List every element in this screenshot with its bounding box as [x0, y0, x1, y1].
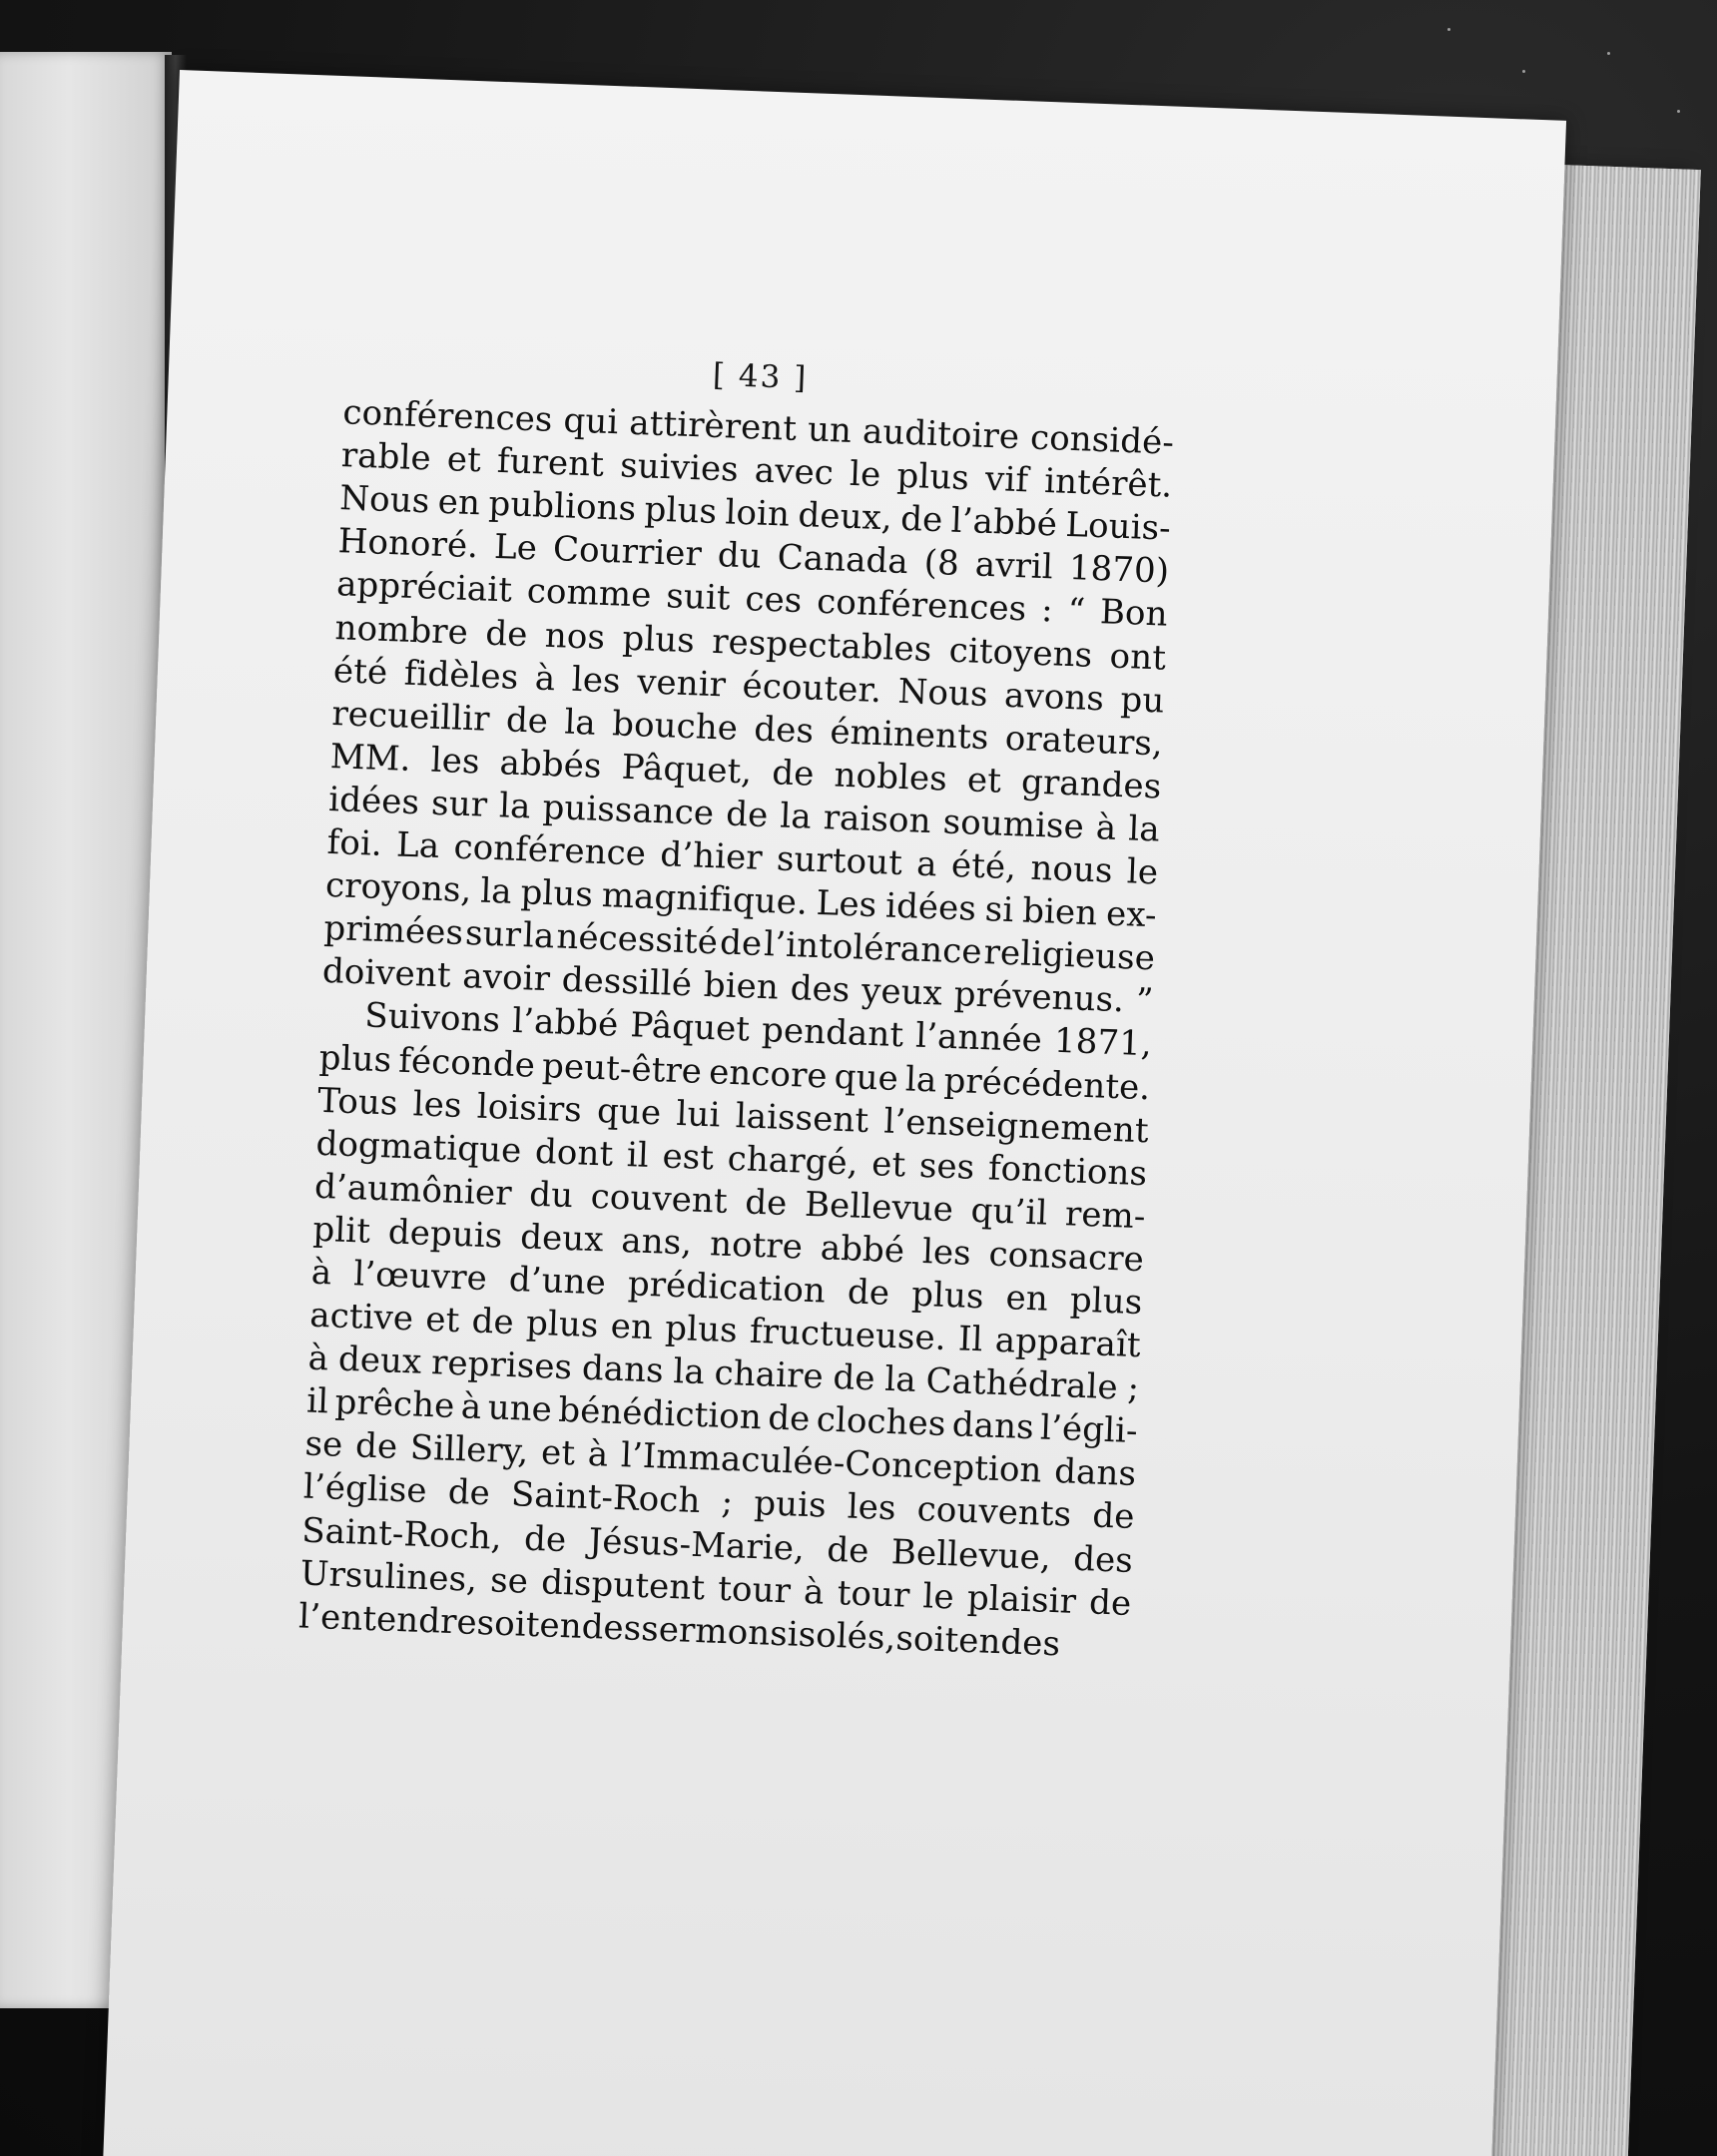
text-word: l’abbé: [950, 500, 1058, 545]
text-word: Canada: [777, 537, 909, 583]
text-word: de: [744, 1182, 789, 1224]
text-word: que: [834, 1056, 899, 1099]
text-word: l’entendre: [297, 1596, 478, 1643]
text-word: les: [571, 659, 622, 702]
text-word: d’aumônier: [313, 1166, 513, 1214]
text-word: conférence: [452, 826, 647, 874]
text-word: si: [984, 889, 1015, 931]
text-word: plus: [519, 872, 594, 915]
text-word: avons: [1003, 675, 1105, 719]
text-word: nous: [1029, 847, 1114, 891]
text-word: du: [717, 535, 763, 578]
text-word: l’œuvre: [352, 1254, 488, 1300]
text-word: de: [826, 1529, 870, 1571]
text-word: à: [534, 658, 557, 699]
text-word: à: [460, 1386, 482, 1428]
text-word: les: [430, 740, 481, 783]
text-word: lui: [675, 1093, 722, 1136]
dust-speck: [1447, 28, 1450, 31]
text-word: dans: [1053, 1451, 1137, 1495]
text-word: de: [1088, 1582, 1132, 1624]
text-word: plus: [910, 1274, 985, 1318]
text-word: plus: [895, 455, 970, 499]
text-word: MM.: [329, 736, 412, 780]
text-word: Honoré.: [337, 521, 479, 567]
text-word: de: [484, 613, 529, 655]
text-word: grandes: [1020, 762, 1163, 808]
text-word: rem-: [1064, 1194, 1147, 1237]
text-word: dogmatique: [314, 1123, 523, 1171]
text-word: ex-: [1105, 893, 1158, 936]
text-word: des: [789, 968, 852, 1011]
text-word: auditoire: [861, 411, 1020, 458]
text-word: de: [725, 794, 770, 836]
text-word: bénédiction: [557, 1390, 763, 1438]
text-word: magnifique.: [601, 875, 809, 923]
text-word: la: [522, 915, 556, 957]
text-word: intérêt.: [1043, 461, 1174, 506]
text-word: considé-: [1029, 417, 1175, 463]
text-word: couvents: [916, 1489, 1072, 1536]
text-word: prévenus.: [953, 974, 1125, 1021]
text-word: venir: [636, 661, 727, 706]
text-word: Saint-Roch: [510, 1474, 702, 1522]
text-word: plit: [311, 1209, 371, 1252]
text-word: fructueuse.: [749, 1311, 947, 1359]
text-word: Les: [816, 883, 877, 926]
text-word: cloches: [816, 1399, 947, 1445]
text-word: nombre: [333, 607, 469, 653]
text-word: se: [489, 1560, 529, 1602]
text-word: nobles: [833, 755, 948, 800]
text-word: soit: [475, 1602, 541, 1645]
text-word: 1871,: [1053, 1021, 1153, 1065]
text-word: de: [447, 1472, 491, 1514]
text-word: nécessité: [555, 916, 719, 963]
text-word: sur: [430, 783, 488, 825]
text-word: ont: [1108, 636, 1167, 679]
text-word: sur: [464, 913, 522, 956]
text-word: tour: [717, 1568, 792, 1612]
text-word: qu’il: [969, 1190, 1049, 1234]
text-word: la: [563, 702, 597, 744]
text-word: appréciait: [335, 564, 513, 612]
text-word: doivent: [321, 951, 452, 996]
text-word: plus: [525, 1303, 600, 1347]
text-word: deux: [337, 1339, 423, 1382]
text-word: Nous: [338, 478, 431, 522]
text-word: l’abbé: [511, 1001, 620, 1046]
text-word: puissance: [541, 787, 715, 834]
text-word: l’Immaculée-Conception: [620, 1435, 1043, 1491]
text-word: couvent: [590, 1176, 729, 1222]
text-word: et: [966, 760, 1002, 802]
text-word: l’enseignement: [882, 1101, 1150, 1151]
text-word: deux,: [797, 495, 893, 539]
text-word: rable: [340, 435, 432, 479]
text-word: depuis: [387, 1212, 504, 1257]
text-word: avec: [754, 450, 835, 494]
text-word: en: [1004, 1278, 1049, 1320]
text-word: Pâquet: [629, 1005, 751, 1050]
text-word: soit: [894, 1618, 960, 1661]
text-word: religieuse: [982, 932, 1156, 979]
text-word: plus: [621, 618, 696, 661]
text-word: ”: [1135, 981, 1155, 1022]
text-word: fidèles: [403, 653, 520, 698]
text-word: La: [395, 824, 440, 867]
text-word: Saint-Roch,: [300, 1510, 503, 1558]
text-word: idées: [327, 779, 420, 823]
page-text-block: [298, 340, 1177, 1668]
text-word: Sillery,: [409, 1427, 530, 1473]
text-word: est: [661, 1136, 715, 1179]
text-word: orateurs,: [1004, 718, 1164, 765]
text-word: la: [1127, 808, 1161, 850]
text-word: sermons: [640, 1608, 789, 1655]
dust-speck: [1607, 52, 1610, 55]
text-word: active: [308, 1295, 414, 1340]
page-number: [ 43 ]: [712, 356, 809, 397]
text-word: les: [412, 1083, 463, 1126]
text-word: d’hier: [659, 834, 764, 878]
right-page: [101, 70, 1566, 2156]
text-word: des: [581, 1606, 643, 1649]
text-word: de: [470, 1301, 515, 1344]
text-word: deux: [519, 1217, 605, 1261]
text-word: Louis-: [1064, 505, 1172, 549]
text-word: Bellevue,: [890, 1531, 1052, 1578]
text-word: et: [870, 1143, 907, 1186]
text-word: de: [767, 1397, 812, 1440]
text-word: notre: [709, 1224, 804, 1268]
text-word: Bon: [1099, 592, 1169, 636]
text-word: isolés,: [787, 1614, 897, 1659]
text-word: :: [1040, 590, 1054, 631]
text-word: chaire: [713, 1352, 825, 1397]
text-word: et: [424, 1299, 461, 1342]
text-word: éminents: [829, 712, 990, 758]
text-word: avoir: [461, 956, 551, 1000]
text-word: l’année: [914, 1016, 1043, 1061]
text-word: il: [626, 1134, 650, 1176]
text-word: de: [847, 1272, 890, 1314]
text-word: une: [486, 1387, 553, 1430]
text-word: plus: [643, 489, 718, 533]
text-word: la: [779, 796, 813, 837]
text-word: soumise: [941, 802, 1085, 847]
text-word: abbés: [498, 743, 603, 787]
text-word: raison: [823, 798, 932, 842]
text-word: avril: [974, 544, 1054, 588]
text-word: suivies: [619, 445, 740, 490]
text-word: la: [498, 786, 532, 827]
text-word: l’intolérance: [763, 924, 983, 973]
text-word: furent: [496, 441, 605, 486]
text-word: des: [999, 1621, 1061, 1665]
text-word: les: [921, 1231, 972, 1274]
text-word: de: [719, 922, 763, 965]
text-word: en: [610, 1306, 654, 1348]
text-word: pendant: [761, 1010, 904, 1056]
text-word: en: [957, 1620, 1002, 1662]
text-word: plaisir: [966, 1577, 1077, 1622]
text-word: suit: [665, 576, 732, 620]
text-word: apparaît: [994, 1320, 1142, 1366]
text-word: de: [771, 753, 816, 795]
text-word: la: [883, 1358, 917, 1401]
text-word: Ursulines,: [299, 1553, 478, 1600]
text-word: ;: [720, 1482, 734, 1523]
text-word: bouche: [611, 704, 739, 749]
text-word: Pâquet,: [620, 747, 753, 793]
text-word: que: [596, 1090, 662, 1133]
text-word: de: [1091, 1495, 1136, 1538]
text-word: citoyens: [948, 630, 1093, 676]
text-word: respectables: [711, 621, 933, 670]
text-word: fonctions: [987, 1148, 1148, 1194]
text-word: reprises: [430, 1343, 573, 1388]
text-word: abbé: [820, 1228, 905, 1272]
text-word: loisirs: [476, 1086, 583, 1131]
text-word: plus: [664, 1308, 739, 1351]
text-word: bien: [1021, 890, 1098, 934]
text-word: qui: [562, 400, 620, 443]
text-word: conférences: [816, 582, 1027, 630]
text-word: plus: [318, 1037, 392, 1080]
text-word: des: [1072, 1538, 1134, 1581]
text-word: à: [803, 1571, 826, 1613]
text-word: a: [915, 843, 938, 885]
text-word: bien: [703, 965, 780, 1008]
text-word: précédente.: [942, 1060, 1151, 1108]
dust-speck: [1522, 70, 1525, 73]
text-word: Jésus-Marie,: [588, 1520, 806, 1569]
text-word: Tous: [316, 1080, 399, 1124]
text-word: et: [540, 1432, 576, 1474]
text-word: (8: [923, 543, 960, 585]
text-word: de: [354, 1425, 398, 1468]
text-word: yeux: [860, 970, 943, 1014]
text-word: d’une: [508, 1259, 607, 1304]
text-word: “: [1066, 591, 1086, 633]
text-word: chargé,: [727, 1138, 859, 1184]
text-word: à: [587, 1434, 609, 1475]
text-word: Le: [493, 527, 538, 569]
text-word: laissent: [735, 1095, 869, 1141]
text-word: vif: [984, 459, 1029, 501]
text-word: la: [904, 1058, 938, 1100]
text-word: foi.: [326, 821, 383, 864]
text-word: idées: [884, 885, 977, 929]
text-word: ces: [744, 579, 804, 622]
text-word: en: [437, 482, 481, 524]
text-word: peut-être: [541, 1045, 703, 1092]
text-word: à: [310, 1252, 333, 1294]
text-word: prêche: [333, 1381, 456, 1427]
text-word: tour: [837, 1572, 911, 1616]
text-word: écouter.: [741, 665, 882, 711]
text-word: il: [305, 1380, 329, 1422]
text-word: pu: [1119, 679, 1166, 722]
text-word: conférences: [341, 392, 554, 441]
text-word: croyons,: [324, 865, 473, 911]
text-word: le: [1126, 851, 1159, 893]
text-word: Bellevue: [804, 1184, 954, 1230]
text-word: de: [899, 499, 944, 541]
text-word: du: [528, 1174, 574, 1216]
text-word: de: [505, 700, 549, 742]
text-word: Suivons: [363, 995, 501, 1041]
text-word: disputent: [540, 1561, 706, 1608]
text-word: dans: [581, 1348, 665, 1391]
text-word: l’égli-: [1039, 1407, 1139, 1452]
text-word: un: [807, 409, 853, 451]
text-word: nos: [544, 615, 606, 658]
text-word: et: [446, 439, 482, 481]
text-word: recueillir: [330, 693, 491, 740]
text-word: féconde: [397, 1040, 536, 1086]
text-word: puis: [753, 1483, 828, 1527]
text-word: en: [538, 1604, 583, 1647]
text-word: Nous: [896, 671, 989, 715]
text-word: dont: [534, 1131, 614, 1175]
text-word: 1870): [1068, 548, 1170, 593]
text-word: à: [307, 1338, 329, 1379]
text-word: été,: [950, 844, 1017, 888]
text-word: plus: [1069, 1280, 1144, 1324]
text-word: attirèrent: [628, 402, 798, 449]
text-word: Cathédrale: [924, 1360, 1119, 1408]
text-word: l’église: [302, 1466, 428, 1512]
text-word: dans: [951, 1404, 1035, 1448]
text-word: de: [832, 1357, 876, 1399]
text-word: été: [332, 650, 388, 693]
text-word: des: [753, 709, 815, 752]
text-word: surtout: [776, 838, 903, 884]
text-word: Il: [957, 1319, 984, 1360]
text-word: de: [523, 1518, 568, 1560]
text-word: encore: [708, 1051, 829, 1096]
text-word: les: [847, 1486, 897, 1529]
text-word: le: [921, 1575, 955, 1618]
text-word: ;: [1126, 1367, 1140, 1409]
text-word: se: [303, 1423, 344, 1466]
text-word: ans,: [620, 1220, 693, 1264]
text-word: le: [849, 454, 882, 496]
text-word: primées: [322, 908, 464, 954]
text-word: publions: [487, 483, 637, 530]
text-word: dessillé: [561, 959, 693, 1005]
text-word: ses: [918, 1145, 976, 1188]
text-word: la: [672, 1351, 706, 1393]
text-word: Courrier: [552, 529, 703, 575]
text-word: la: [479, 870, 513, 912]
text-word: comme: [526, 571, 653, 617]
text-word: à: [1095, 808, 1118, 848]
text-lines: [298, 391, 1175, 1668]
text-word: consacre: [987, 1234, 1145, 1281]
text-word: prédication: [627, 1264, 827, 1312]
text-word: loin: [724, 492, 791, 535]
dust-speck: [1677, 110, 1680, 113]
